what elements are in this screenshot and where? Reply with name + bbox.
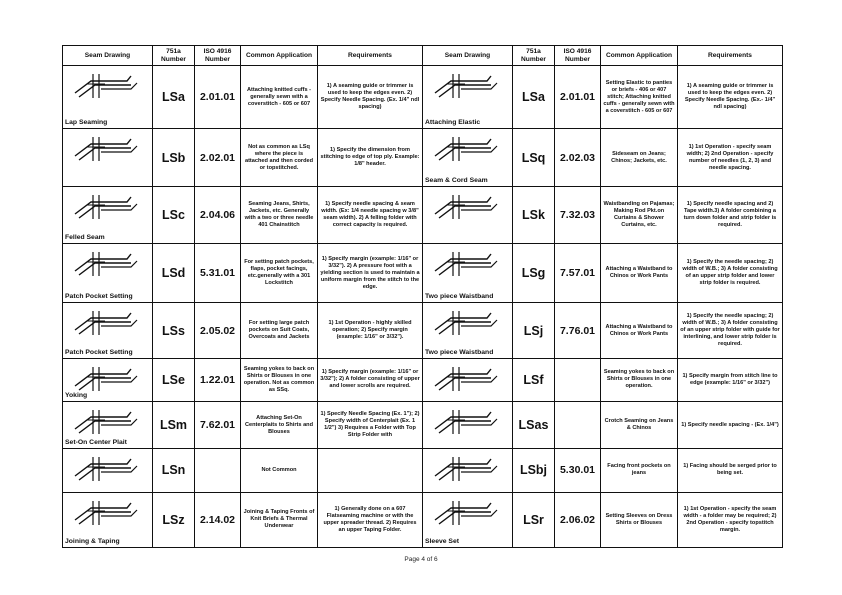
- requirements: 1) Specify needle spacing - (Ex. 1/4"): [678, 402, 783, 449]
- seam-diagram-icon: [431, 134, 503, 164]
- common-application: Attaching knitted cuffs - generally sewn with a coverstitch - 605 or 607: [241, 66, 318, 129]
- seam-drawing-cell: [423, 244, 513, 303]
- seam-drawing-cell: [423, 303, 513, 358]
- seam-drawing-cell: [63, 129, 153, 186]
- iso-number: 7.57.01: [555, 244, 601, 303]
- iso-number: 2.06.02: [555, 492, 601, 547]
- iso-number: 2.02.01: [195, 129, 241, 186]
- seam-drawing-cell: [63, 244, 153, 303]
- seam-drawing-cell: [63, 358, 153, 401]
- iso-number: 2.01.01: [195, 66, 241, 129]
- 751a-number: LSd: [153, 244, 195, 303]
- seam-diagram-icon: [431, 454, 503, 484]
- 751a-number: LSa: [153, 66, 195, 129]
- header-751a-number: 751a Number: [513, 46, 555, 66]
- header-seam-drawing: Seam Drawing: [63, 46, 153, 66]
- seam-drawing-cell: [63, 186, 153, 243]
- requirements: 1) 1st Operation - specify seam width; 2) 2nd Operation - specify number of needles (1, 2, 3) and needle spacing.: [678, 129, 783, 186]
- header-common-application: Common Application: [241, 46, 318, 66]
- 751a-number: LSb: [153, 129, 195, 186]
- seam-caption: Seam & Cord Seam: [425, 176, 488, 184]
- seam-diagram-icon: [71, 364, 143, 394]
- seam-caption: Two piece Waistband: [425, 293, 494, 301]
- 751a-number: LSn: [153, 449, 195, 492]
- seam-diagram-icon: [71, 192, 143, 222]
- common-application: Sideseam on Jeans; Chinos; Jackets, etc.: [601, 129, 678, 186]
- common-application: Attaching a Waistband to Chinos or Work Pants: [601, 244, 678, 303]
- 751a-number: LSas: [513, 402, 555, 449]
- seam-diagram-icon: [431, 192, 503, 222]
- common-application: Attaching Set-On Centerplaits to Shirts and Blouses: [241, 402, 318, 449]
- seam-diagram-icon: [71, 454, 143, 484]
- common-application: Not as common as LSq where the piece is attached and then corded or topstitched.: [241, 129, 318, 186]
- common-application: Waistbanding on Pajamas; Making Rod Pkt.on Curtains & Shower Curtains, etc.: [601, 186, 678, 243]
- 751a-number: LSk: [513, 186, 555, 243]
- seam-drawing-cell: [423, 358, 513, 401]
- iso-number: 7.62.01: [195, 402, 241, 449]
- common-application: Seaming Jeans, Shirts, Jackets, etc. Generally with a two or three needle 401 Chainstitch: [241, 186, 318, 243]
- iso-number: 2.04.06: [195, 186, 241, 243]
- requirements: 1) Specify margin (example: 1/16" or 3/32"). 2) A pressure foot with a yielding section is used to maintain a uniform margin from the stitch to the edge.: [318, 244, 423, 303]
- seam-caption: Joining & Taping: [65, 538, 120, 545]
- 751a-number: LSc: [153, 186, 195, 243]
- header-seam-drawing: Seam Drawing: [423, 46, 513, 66]
- requirements: 1) Facing should be serged prior to being set.: [678, 449, 783, 492]
- requirements: 1) A seaming guide or trimmer is used to keep the edges even. 2) Specify Needle Spacing. (Ex. 1/4" ndl spacing): [318, 66, 423, 129]
- table-row: [63, 492, 783, 547]
- iso-number: 2.14.02: [195, 492, 241, 547]
- 751a-number: LSz: [153, 492, 195, 547]
- 751a-number: LSq: [513, 129, 555, 186]
- 751a-number: LSr: [513, 492, 555, 547]
- seam-caption: Set-On Center Plait: [65, 439, 127, 447]
- common-application: Setting Sleeves on Dress Shirts or Blouses: [601, 492, 678, 547]
- 751a-number: LSf: [513, 358, 555, 401]
- seam-drawing-cell: [423, 129, 513, 186]
- common-application: Attaching a Waistband to Chinos or Work Pants: [601, 303, 678, 358]
- page-footer: Page 4 of 6: [404, 556, 438, 563]
- iso-number: [195, 449, 241, 492]
- seam-diagram-icon: [431, 71, 503, 101]
- seam-table: [62, 45, 783, 548]
- requirements: 1) Specify the needle spacing; 2) width of W.B.; 3) A folder consisting of an upper strip folder and lower strip folder is required.: [678, 244, 783, 303]
- table-row: [63, 402, 783, 449]
- header-iso-number: ISO 4916 Number: [555, 46, 601, 66]
- requirements: 1) Specify margin (example: 1/16" or 3/32"); 2) A folder consisting of upper and lower scrolls are required.: [318, 358, 423, 401]
- header-common-application: Common Application: [601, 46, 678, 66]
- 751a-number: LSm: [153, 402, 195, 449]
- common-application: Joining & Taping Fronts of Knit Briefs & Thermal Underwear: [241, 492, 318, 547]
- common-application: Facing front pockets on jeans: [601, 449, 678, 492]
- seam-drawing-cell: [63, 449, 153, 492]
- requirements: 1) Specify needle spacing and 2) Tape width.3) A folder combining a turn down folder and strip folder is required.: [678, 186, 783, 243]
- requirements: 1) 1st Operation - specify the seam width - a folder may be required; 2) 2nd Operation - specify topstitch margin.: [678, 492, 783, 547]
- common-application: For setting large patch pockets on Suit Coats, Overcoats and Jackets: [241, 303, 318, 358]
- seam-diagram-icon: [431, 249, 503, 279]
- requirements: 1) Specify the needle spacing; 2) width of W.B.; 3) A folder consisting of an upper strip folder with guide for interlining, and lower strip folder is required.: [678, 303, 783, 358]
- requirements: 1) Generally done on a 607 Flatseaming machine or with the upper spreader thread. 2) Requires an upper Taping Folder.: [318, 492, 423, 547]
- seam-diagram-icon: [431, 364, 503, 394]
- iso-number: [555, 358, 601, 401]
- seam-caption: Felled Seam: [65, 234, 105, 242]
- iso-number: 1.22.01: [195, 358, 241, 401]
- requirements: 1) Specify margin from stitch line to edge (example: 1/16" or 3/32"): [678, 358, 783, 401]
- requirements: 1) 1st Operation - highly skilled operation; 2) Specify margin (example: 1/16" or 3/32").: [318, 303, 423, 358]
- header-requirements: Requirements: [678, 46, 783, 66]
- common-application: Seaming yokes to back on Shirts or Blouses in one operation. Not as common as SSq.: [241, 358, 318, 401]
- 751a-number: LSg: [513, 244, 555, 303]
- requirements: 1) Specify needle spacing & seam width. (Ex: 1/4 needle spacing w 3/8" seam width). 2) A felling folder with correct capacity is required.: [318, 186, 423, 243]
- iso-number: 7.32.03: [555, 186, 601, 243]
- table-row: [63, 66, 783, 129]
- seam-caption: Yoking: [65, 392, 88, 400]
- iso-number: 5.31.01: [195, 244, 241, 303]
- seam-caption: Lap Seaming: [65, 119, 108, 127]
- seam-drawing-cell: [423, 186, 513, 243]
- requirements: 1) Specify Needle Spacing (Ex. 1"); 2) Specify width of Centerplait (Ex. 1 1/2") 3) Requires a Folder with Top Strip Folder with: [318, 402, 423, 449]
- table-row: [63, 449, 783, 492]
- seam-drawing-cell: [423, 402, 513, 449]
- requirements: 1) A seaming guide or trimmer is used to keep the edges even. 2) Specify Needle Spacing. (Ex.- 1/4" ndl spacing): [678, 66, 783, 129]
- seam-caption: Two piece Waistband: [425, 348, 494, 356]
- table-row: [63, 303, 783, 358]
- header-751a-number: 751a Number: [153, 46, 195, 66]
- seam-diagram-icon: [71, 134, 143, 164]
- seam-drawing-cell: [63, 492, 153, 547]
- requirements: [318, 449, 423, 492]
- seam-diagram-icon: [71, 308, 143, 338]
- 751a-number: LSj: [513, 303, 555, 358]
- seam-drawing-cell: [63, 303, 153, 358]
- table-row: [63, 129, 783, 186]
- seam-diagram-icon: [431, 407, 503, 437]
- seam-caption: Sleeve Set: [425, 538, 460, 545]
- seam-drawing-cell: [63, 66, 153, 129]
- common-application: Seaming yokes to back on Shirts or Blouses in one operation.: [601, 358, 678, 401]
- seam-diagram-icon: [71, 249, 143, 279]
- seam-diagram-icon: [71, 71, 143, 101]
- header-row: [63, 46, 783, 66]
- iso-number: 2.02.03: [555, 129, 601, 186]
- seam-caption: Attaching Elastic: [425, 119, 481, 127]
- header-iso-number: ISO 4916 Number: [195, 46, 241, 66]
- 751a-number: LSa: [513, 66, 555, 129]
- iso-number: 2.01.01: [555, 66, 601, 129]
- 751a-number: LSe: [153, 358, 195, 401]
- 751a-number: LSbj: [513, 449, 555, 492]
- seam-caption: Patch Pocket Setting: [65, 293, 133, 301]
- seam-diagram-icon: [71, 407, 143, 437]
- 751a-number: LSs: [153, 303, 195, 358]
- seam-diagram-icon: [431, 498, 503, 528]
- iso-number: 7.76.01: [555, 303, 601, 358]
- requirements: 1) Specify the dimension from stitching to edge of top ply. Example: 1/8" header.: [318, 129, 423, 186]
- common-application: For setting patch pockets, flaps, pocket facings, etc.generally with a 301 Lockstitch: [241, 244, 318, 303]
- header-requirements: Requirements: [318, 46, 423, 66]
- seam-caption: Patch Pocket Setting: [65, 348, 133, 356]
- seam-drawing-cell: [423, 449, 513, 492]
- table-row: [63, 186, 783, 243]
- common-application: Crotch Seaming on Jeans & Chinos: [601, 402, 678, 449]
- seam-diagram-icon: [431, 308, 503, 338]
- iso-number: 5.30.01: [555, 449, 601, 492]
- common-application: Not Common: [241, 449, 318, 492]
- iso-number: 2.05.02: [195, 303, 241, 358]
- iso-number: [555, 402, 601, 449]
- seam-drawing-cell: [423, 492, 513, 547]
- seam-drawing-cell: [63, 402, 153, 449]
- common-application: Setting Elastic to panties or briefs - 406 or 407 stitch; Attaching knitted cuffs - generally sewn with a coverstitch - 605 or 607: [601, 66, 678, 129]
- seam-diagram-icon: [71, 498, 143, 528]
- table-row: [63, 244, 783, 303]
- table-row: [63, 358, 783, 401]
- seam-drawing-cell: [423, 66, 513, 129]
